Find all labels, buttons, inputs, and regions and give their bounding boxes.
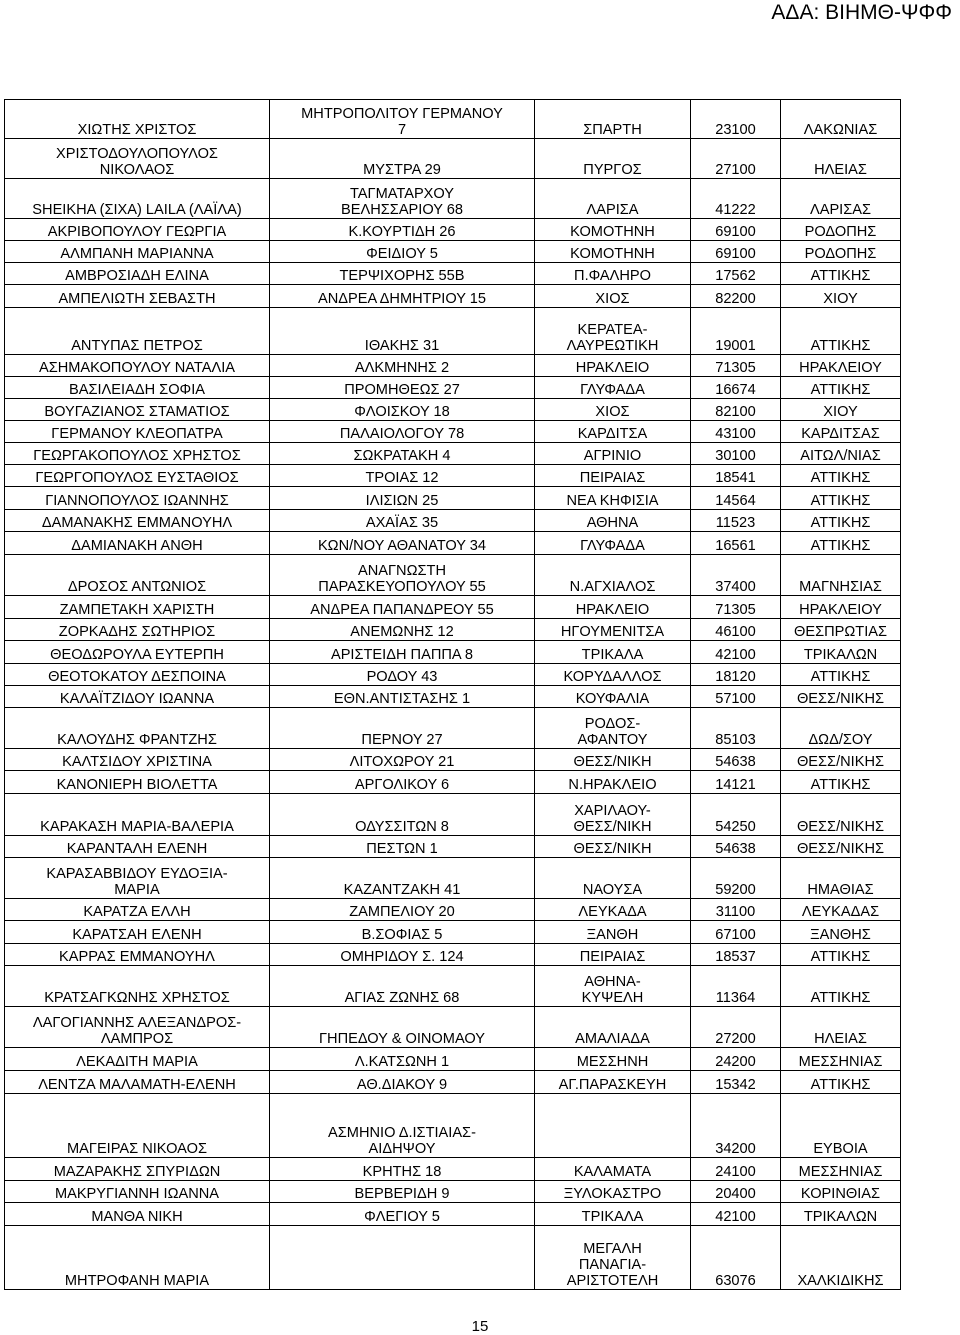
full-name-cell: ΜΑΝΘΑ ΝΙΚΗ xyxy=(5,1203,270,1226)
postal-code-cell: 14121 xyxy=(691,771,781,794)
postal-code-cell: 59200 xyxy=(691,858,781,899)
prefecture-cell: ΘΕΣΣ/ΝΙΚΗΣ xyxy=(781,686,901,708)
full-name-cell: ΛΑΓΟΓΙΑΝΝΗΣ ΑΛΕΞΑΝΔΡΟΣ- ΛΑΜΠΡΟΣ xyxy=(5,1007,270,1048)
prefecture-cell: ΤΡΙΚΑΛΩΝ xyxy=(781,641,901,664)
street-address-cell: ΑΝΔΡΕΑ ΔΗΜΗΤΡΙΟΥ 15 xyxy=(270,285,535,308)
city-cell: ΚΟΜΟΤΗΝΗ xyxy=(535,219,691,241)
table-row xyxy=(5,771,901,794)
city-cell: ΚΑΛΑΜΑΤΑ xyxy=(535,1158,691,1181)
postal-code-cell: 69100 xyxy=(691,241,781,263)
postal-code-cell: 54250 xyxy=(691,794,781,836)
postal-code-cell: 57100 xyxy=(691,686,781,708)
table-row xyxy=(5,1158,901,1181)
full-name-cell: ΖΟΡΚΑΔΗΣ ΣΩΤΗΡΙΟΣ xyxy=(5,619,270,641)
street-address-cell: ΒΕΡΒΕΡΙΔΗ 9 xyxy=(270,1181,535,1203)
prefecture-cell: ΜΕΣΣΗΝΙΑΣ xyxy=(781,1158,901,1181)
street-address-cell: ΑΘ.ΔΙΑΚΟΥ 9 xyxy=(270,1071,535,1094)
postal-code-cell: 54638 xyxy=(691,836,781,858)
street-address-cell: ΑΣΜΗΝΙΟ Δ.ΙΣΤΙΑΙΑΣ- ΑΙΔΗΨΟΥ xyxy=(270,1094,535,1158)
full-name-cell: ΚΑΛΤΣΙΔΟΥ ΧΡΙΣΤΙΝΑ xyxy=(5,749,270,771)
street-address-cell: ΑΡΙΣΤΕΙΔΗ ΠΑΠΠΑ 8 xyxy=(270,641,535,664)
prefecture-cell: ΑΤΤΙΚΗΣ xyxy=(781,510,901,532)
full-name-cell: ΔΑΜΙΑΝΑΚΗ ΑΝΘΗ xyxy=(5,532,270,555)
street-address-cell: ΠΑΛΑΙΟΛΟΓΟΥ 78 xyxy=(270,421,535,443)
postal-code-cell: 82100 xyxy=(691,399,781,421)
city-cell: ΘΕΣΣ/ΝΙΚΗ xyxy=(535,836,691,858)
city-cell: ΑΘΗΝΑ- ΚΥΨΕΛΗ xyxy=(535,966,691,1007)
postal-code-cell: 69100 xyxy=(691,219,781,241)
city-cell: ΣΠΑΡΤΗ xyxy=(535,100,691,139)
city-cell: ΚΕΡΑΤΕΑ- ΛΑΥΡΕΩΤΙΚΗ xyxy=(535,308,691,355)
full-name-cell: ΚΑΝΟΝΙΕΡΗ ΒΙΟΛΕΤΤΑ xyxy=(5,771,270,794)
full-name-cell: ΘΕΟΤΟΚΑΤΟΥ ΔΕΣΠΟΙΝΑ xyxy=(5,664,270,686)
full-name-cell: ΜΑΖΑΡΑΚΗΣ ΣΠΥΡΙΔΩΝ xyxy=(5,1158,270,1181)
prefecture-cell: ΧΑΛΚΙΔΙΚΗΣ xyxy=(781,1226,901,1290)
table-row xyxy=(5,355,901,377)
full-name-cell: ΖΑΜΠΕΤΑΚΗ ΧΑΡΙΣΤΗ xyxy=(5,596,270,619)
table-row xyxy=(5,921,901,944)
table-row xyxy=(5,686,901,708)
table-row xyxy=(5,487,901,510)
city-cell: ΡΟΔΟΣ- ΑΦΑΝΤΟΥ xyxy=(535,708,691,749)
city-cell: ΧΑΡΙΛΑΟΥ- ΘΕΣΣ/ΝΙΚΗ xyxy=(535,794,691,836)
city-cell: ΝΑΟΥΣΑ xyxy=(535,858,691,899)
table-row xyxy=(5,100,901,139)
full-name-cell: ΑΚΡΙΒΟΠΟΥΛΟΥ ΓΕΩΡΓΙΑ xyxy=(5,219,270,241)
city-cell xyxy=(535,1094,691,1158)
table-row xyxy=(5,966,901,1007)
table-row xyxy=(5,1007,901,1048)
prefecture-cell: ΔΩΔ/ΣΟΥ xyxy=(781,708,901,749)
full-name-cell: ΚΑΡΑΝΤΑΛΗ ΕΛΕΝΗ xyxy=(5,836,270,858)
table-row xyxy=(5,1071,901,1094)
table-row xyxy=(5,555,901,596)
prefecture-cell: ΑΤΤΙΚΗΣ xyxy=(781,966,901,1007)
city-cell: ΚΟΡΥΔΑΛΛΟΣ xyxy=(535,664,691,686)
table-row xyxy=(5,421,901,443)
postal-code-cell: 17562 xyxy=(691,263,781,285)
street-address-cell: ΑΓΙΑΣ ΖΩΝΗΣ 68 xyxy=(270,966,535,1007)
prefecture-cell: ΑΤΤΙΚΗΣ xyxy=(781,532,901,555)
full-name-cell: ΓΕΩΡΓΑΚΟΠΟΥΛΟΣ ΧΡΗΣΤΟΣ xyxy=(5,443,270,465)
city-cell: ΚΟΜΟΤΗΝΗ xyxy=(535,241,691,263)
table-row xyxy=(5,858,901,899)
city-cell: ΑΓΡΙΝΙΟ xyxy=(535,443,691,465)
street-address-cell: ΙΘΑΚΗΣ 31 xyxy=(270,308,535,355)
postal-code-cell: 19001 xyxy=(691,308,781,355)
street-address-cell: ΤΑΓΜΑΤΑΡΧΟΥ ΒΕΛΗΣΣΑΡΙΟΥ 68 xyxy=(270,179,535,219)
prefecture-cell: ΗΡΑΚΛΕΙΟΥ xyxy=(781,355,901,377)
city-cell: Ν.ΗΡΑΚΛΕΙΟ xyxy=(535,771,691,794)
postal-code-cell: 67100 xyxy=(691,921,781,944)
postal-code-cell: 24200 xyxy=(691,1048,781,1071)
street-address-cell xyxy=(270,1226,535,1290)
postal-code-cell: 82200 xyxy=(691,285,781,308)
postal-code-cell: 20400 xyxy=(691,1181,781,1203)
full-name-cell: ΧΙΩΤΗΣ ΧΡΙΣΤΟΣ xyxy=(5,100,270,139)
full-name-cell: ΔΑΜΑΝΑΚΗΣ ΕΜΜΑΝΟΥΗΛ xyxy=(5,510,270,532)
city-cell: ΑΓ.ΠΑΡΑΣΚΕΥΗ xyxy=(535,1071,691,1094)
prefecture-cell: ΗΜΑΘΙΑΣ xyxy=(781,858,901,899)
postal-code-cell: 43100 xyxy=(691,421,781,443)
postal-code-cell: 46100 xyxy=(691,619,781,641)
street-address-cell: ΑΛΚΜΗΝΗΣ 2 xyxy=(270,355,535,377)
prefecture-cell: ΑΤΤΙΚΗΣ xyxy=(781,664,901,686)
full-name-cell: ΚΑΡΑΤΖΑ ΕΛΛΗ xyxy=(5,899,270,921)
city-cell: ΜΕΓΑΛΗ ΠΑΝΑΓΙΑ- ΑΡΙΣΤΟΤΕΛΗ xyxy=(535,1226,691,1290)
table-row xyxy=(5,285,901,308)
address-table xyxy=(4,99,901,1290)
prefecture-cell: ΧΙΟΥ xyxy=(781,285,901,308)
postal-code-cell: 54638 xyxy=(691,749,781,771)
street-address-cell: ΓΗΠΕΔΟΥ & ΟΙΝΟΜΑΟΥ xyxy=(270,1007,535,1048)
street-address-cell: ΙΛΙΣΙΩΝ 25 xyxy=(270,487,535,510)
city-cell: ΤΡΙΚΑΛΑ xyxy=(535,641,691,664)
street-address-cell: ΡΟΔΟΥ 43 xyxy=(270,664,535,686)
postal-code-cell: 34200 xyxy=(691,1094,781,1158)
prefecture-cell: ΑΤΤΙΚΗΣ xyxy=(781,377,901,399)
street-address-cell: ΛΙΤΟΧΩΡΟΥ 21 xyxy=(270,749,535,771)
city-cell: ΑΜΑΛΙΑΔΑ xyxy=(535,1007,691,1048)
city-cell: ΤΡΙΚΑΛΑ xyxy=(535,1203,691,1226)
postal-code-cell: 63076 xyxy=(691,1226,781,1290)
table-row xyxy=(5,664,901,686)
city-cell: ΗΡΑΚΛΕΙΟ xyxy=(535,596,691,619)
full-name-cell: ΒΑΣΙΛΕΙΑΔΗ ΣΟΦΙΑ xyxy=(5,377,270,399)
postal-code-cell: 30100 xyxy=(691,443,781,465)
table-row xyxy=(5,794,901,836)
city-cell: ΜΕΣΣΗΝΗ xyxy=(535,1048,691,1071)
prefecture-cell: ΑΤΤΙΚΗΣ xyxy=(781,771,901,794)
table-row xyxy=(5,532,901,555)
full-name-cell: ΘΕΟΔΩΡΟΥΛΑ ΕΥΤΕΡΠΗ xyxy=(5,641,270,664)
full-name-cell: ΔΡΟΣΟΣ ΑΝΤΩΝΙΟΣ xyxy=(5,555,270,596)
street-address-cell: ΑΝΔΡΕΑ ΠΑΠΑΝΔΡΕΟΥ 55 xyxy=(270,596,535,619)
prefecture-cell: ΘΕΣΣ/ΝΙΚΗΣ xyxy=(781,836,901,858)
full-name-cell: ΚΡΑΤΣΑΓΚΩΝΗΣ ΧΡΗΣΤΟΣ xyxy=(5,966,270,1007)
table-row xyxy=(5,708,901,749)
prefecture-cell: ΑΤΤΙΚΗΣ xyxy=(781,308,901,355)
street-address-cell: ΟΜΗΡΙΔΟΥ Σ. 124 xyxy=(270,944,535,966)
street-address-cell: Κ.ΚΟΥΡΤΙΔΗ 26 xyxy=(270,219,535,241)
street-address-cell: ΦΛΟΙΣΚΟΥ 18 xyxy=(270,399,535,421)
document-header-ada: ΑΔΑ: ΒΙΗΜΘ-ΨΦΦ xyxy=(771,1,952,24)
city-cell: ΞΑΝΘΗ xyxy=(535,921,691,944)
postal-code-cell: 16674 xyxy=(691,377,781,399)
street-address-cell: ΣΩΚΡΑΤΑΚΗ 4 xyxy=(270,443,535,465)
postal-code-cell: 27200 xyxy=(691,1007,781,1048)
city-cell: ΓΛΥΦΑΔΑ xyxy=(535,377,691,399)
table-row xyxy=(5,596,901,619)
street-address-cell: ΑΧΑΪΑΣ 35 xyxy=(270,510,535,532)
full-name-cell: ΧΡΙΣΤΟΔΟΥΛΟΠΟΥΛΟΣ ΝΙΚΟΛΑΟΣ xyxy=(5,139,270,179)
city-cell: ΝΕΑ ΚΗΦΙΣΙΑ xyxy=(535,487,691,510)
street-address-cell: ΚΩΝ/ΝΟΥ ΑΘΑΝΑΤΟΥ 34 xyxy=(270,532,535,555)
postal-code-cell: 11523 xyxy=(691,510,781,532)
city-cell: ΑΘΗΝΑ xyxy=(535,510,691,532)
table-row xyxy=(5,465,901,487)
postal-code-cell: 18120 xyxy=(691,664,781,686)
postal-code-cell: 41222 xyxy=(691,179,781,219)
table-row xyxy=(5,263,901,285)
city-cell: Ν.ΑΓΧΙΑΛΟΣ xyxy=(535,555,691,596)
full-name-cell: ΚΑΡΑΣΑΒΒΙΔΟΥ ΕΥΔΟΞΙΑ- ΜΑΡΙΑ xyxy=(5,858,270,899)
prefecture-cell: ΤΡΙΚΑΛΩΝ xyxy=(781,1203,901,1226)
street-address-cell: Λ.ΚΑΤΣΩΝΗ 1 xyxy=(270,1048,535,1071)
table-row xyxy=(5,1048,901,1071)
postal-code-cell: 42100 xyxy=(691,1203,781,1226)
postal-code-cell: 18537 xyxy=(691,944,781,966)
postal-code-cell: 16561 xyxy=(691,532,781,555)
full-name-cell: ΚΑΡΑΚΑΣΗ ΜΑΡΙΑ-ΒΑΛΕΡΙΑ xyxy=(5,794,270,836)
street-address-cell: ΚΡΗΤΗΣ 18 xyxy=(270,1158,535,1181)
page-number: 15 xyxy=(471,1318,489,1335)
prefecture-cell: ΚΟΡΙΝΘΙΑΣ xyxy=(781,1181,901,1203)
prefecture-cell: ΑΙΤΩΛ/ΝΙΑΣ xyxy=(781,443,901,465)
street-address-cell: ΜΗΤΡΟΠΟΛΙΤΟΥ ΓΕΡΜΑΝΟΥ 7 xyxy=(270,100,535,139)
city-cell: ΞΥΛΟΚΑΣΤΡΟ xyxy=(535,1181,691,1203)
table-row xyxy=(5,619,901,641)
full-name-cell: ΑΛΜΠΑΝΗ ΜΑΡΙΑΝΝΑ xyxy=(5,241,270,263)
prefecture-cell: ΜΑΓΝΗΣΙΑΣ xyxy=(781,555,901,596)
prefecture-cell: ΗΛΕΙΑΣ xyxy=(781,1007,901,1048)
street-address-cell: ΠΕΡΝΟΥ 27 xyxy=(270,708,535,749)
prefecture-cell: ΞΑΝΘΗΣ xyxy=(781,921,901,944)
postal-code-cell: 23100 xyxy=(691,100,781,139)
postal-code-cell: 37400 xyxy=(691,555,781,596)
full-name-cell: SHEIKHA (ΣΙΧΑ) LAILA (ΛΑΪΛΑ) xyxy=(5,179,270,219)
full-name-cell: ΓΕΡΜΑΝΟΥ ΚΛΕΟΠΑΤΡΑ xyxy=(5,421,270,443)
city-cell: ΠΕΙΡΑΙΑΣ xyxy=(535,465,691,487)
city-cell: ΓΛΥΦΑΔΑ xyxy=(535,532,691,555)
prefecture-cell: ΛΕΥΚΑΔΑΣ xyxy=(781,899,901,921)
table-row xyxy=(5,443,901,465)
prefecture-cell: ΛΑΚΩΝΙΑΣ xyxy=(781,100,901,139)
street-address-cell: ΦΛΕΓΙΟΥ 5 xyxy=(270,1203,535,1226)
prefecture-cell: ΗΛΕΙΑΣ xyxy=(781,139,901,179)
street-address-cell: ΚΑΖΑΝΤΖΑΚΗ 41 xyxy=(270,858,535,899)
table-row xyxy=(5,219,901,241)
city-cell: ΗΓΟΥΜΕΝΙΤΣΑ xyxy=(535,619,691,641)
prefecture-cell: ΜΕΣΣΗΝΙΑΣ xyxy=(781,1048,901,1071)
prefecture-cell: ΧΙΟΥ xyxy=(781,399,901,421)
prefecture-cell: ΑΤΤΙΚΗΣ xyxy=(781,1071,901,1094)
street-address-cell: ΖΑΜΠΕΛΙΟΥ 20 xyxy=(270,899,535,921)
postal-code-cell: 24100 xyxy=(691,1158,781,1181)
street-address-cell: Β.ΣΟΦΙΑΣ 5 xyxy=(270,921,535,944)
prefecture-cell: ΘΕΣΣ/ΝΙΚΗΣ xyxy=(781,794,901,836)
prefecture-cell: ΛΑΡΙΣΑΣ xyxy=(781,179,901,219)
full-name-cell: ΚΑΡΡΑΣ ΕΜΜΑΝΟΥΗΛ xyxy=(5,944,270,966)
table-row xyxy=(5,749,901,771)
prefecture-cell: ΗΡΑΚΛΕΙΟΥ xyxy=(781,596,901,619)
street-address-cell: ΑΡΓΟΛΙΚΟΥ 6 xyxy=(270,771,535,794)
city-cell: ΘΕΣΣ/ΝΙΚΗ xyxy=(535,749,691,771)
city-cell: ΚΑΡΔΙΤΣΑ xyxy=(535,421,691,443)
prefecture-cell: ΑΤΤΙΚΗΣ xyxy=(781,465,901,487)
full-name-cell: ΜΑΓΕΙΡΑΣ ΝΙΚΟΑΟΣ xyxy=(5,1094,270,1158)
table-row xyxy=(5,1203,901,1226)
prefecture-cell: ΑΤΤΙΚΗΣ xyxy=(781,944,901,966)
street-address-cell: ΠΕΣΤΩΝ 1 xyxy=(270,836,535,858)
full-name-cell: ΚΑΡΑΤΣΑΗ ΕΛΕΝΗ xyxy=(5,921,270,944)
table-row xyxy=(5,944,901,966)
city-cell: ΛΕΥΚΑΔΑ xyxy=(535,899,691,921)
full-name-cell: ΛΕΝΤΖΑ ΜΑΛΑΜΑΤΗ-ΕΛΕΝΗ xyxy=(5,1071,270,1094)
postal-code-cell: 85103 xyxy=(691,708,781,749)
city-cell: ΠΥΡΓΟΣ xyxy=(535,139,691,179)
postal-code-cell: 71305 xyxy=(691,596,781,619)
table-row xyxy=(5,641,901,664)
street-address-cell: ΠΡΟΜΗΘΕΩΣ 27 xyxy=(270,377,535,399)
prefecture-cell: ΑΤΤΙΚΗΣ xyxy=(781,263,901,285)
prefecture-cell: ΘΕΣΣ/ΝΙΚΗΣ xyxy=(781,749,901,771)
full-name-cell: ΒΟΥΓΑΖΙΑΝΟΣ ΣΤΑΜΑΤΙΟΣ xyxy=(5,399,270,421)
table-row xyxy=(5,899,901,921)
city-cell: ΧΙΟΣ xyxy=(535,399,691,421)
street-address-cell: ΦΕΙΔΙΟΥ 5 xyxy=(270,241,535,263)
city-cell: ΠΕΙΡΑΙΑΣ xyxy=(535,944,691,966)
postal-code-cell: 71305 xyxy=(691,355,781,377)
full-name-cell: ΑΣΗΜΑΚΟΠΟΥΛΟΥ ΝΑΤΑΛΙΑ xyxy=(5,355,270,377)
full-name-cell: ΓΕΩΡΓΟΠΟΥΛΟΣ ΕΥΣΤΑΘΙΟΣ xyxy=(5,465,270,487)
street-address-cell: ΟΔΥΣΣΙΤΩΝ 8 xyxy=(270,794,535,836)
table-row xyxy=(5,139,901,179)
city-cell: ΗΡΑΚΛΕΙΟ xyxy=(535,355,691,377)
full-name-cell: ΓΙΑΝΝΟΠΟΥΛΟΣ ΙΩΑΝΝΗΣ xyxy=(5,487,270,510)
table-row xyxy=(5,1094,901,1158)
full-name-cell: ΜΗΤΡΟΦΑΝΗ ΜΑΡΙΑ xyxy=(5,1226,270,1290)
full-name-cell: ΑΝΤΥΠΑΣ ΠΕΤΡΟΣ xyxy=(5,308,270,355)
street-address-cell: ΑΝΑΓΝΩΣΤΗ ΠΑΡΑΣΚΕΥΟΠΟΥΛΟΥ 55 xyxy=(270,555,535,596)
street-address-cell: ΤΕΡΨΙΧΟΡΗΣ 55Β xyxy=(270,263,535,285)
postal-code-cell: 42100 xyxy=(691,641,781,664)
street-address-cell: ΑΝΕΜΩΝΗΣ 12 xyxy=(270,619,535,641)
street-address-cell: ΕΘΝ.ΑΝΤΙΣΤΑΣΗΣ 1 xyxy=(270,686,535,708)
full-name-cell: ΚΑΛΟΥΔΗΣ ΦΡΑΝΤΖΗΣ xyxy=(5,708,270,749)
street-address-cell: ΜΥΣΤΡΑ 29 xyxy=(270,139,535,179)
prefecture-cell: ΚΑΡΔΙΤΣΑΣ xyxy=(781,421,901,443)
city-cell: Π.ΦΑΛΗΡΟ xyxy=(535,263,691,285)
table-row xyxy=(5,241,901,263)
postal-code-cell: 27100 xyxy=(691,139,781,179)
prefecture-cell: ΡΟΔΟΠΗΣ xyxy=(781,241,901,263)
full-name-cell: ΛΕΚΑΔΙΤΗ ΜΑΡΙΑ xyxy=(5,1048,270,1071)
full-name-cell: ΜΑΚΡΥΓΙΑΝΝΗ ΙΩΑΝΝΑ xyxy=(5,1181,270,1203)
city-cell: ΧΙΟΣ xyxy=(535,285,691,308)
full-name-cell: ΑΜΠΕΛΙΩΤΗ ΣΕΒΑΣΤΗ xyxy=(5,285,270,308)
city-cell: ΚΟΥΦΑΛΙΑ xyxy=(535,686,691,708)
table-row xyxy=(5,510,901,532)
full-name-cell: ΑΜΒΡΟΣΙΑΔΗ ΕΛΙΝΑ xyxy=(5,263,270,285)
prefecture-cell: ΑΤΤΙΚΗΣ xyxy=(781,487,901,510)
postal-code-cell: 18541 xyxy=(691,465,781,487)
table-row xyxy=(5,836,901,858)
table-row xyxy=(5,1181,901,1203)
table-row xyxy=(5,308,901,355)
street-address-cell: ΤΡΟΙΑΣ 12 xyxy=(270,465,535,487)
table-row xyxy=(5,1226,901,1290)
postal-code-cell: 14564 xyxy=(691,487,781,510)
prefecture-cell: ΘΕΣΠΡΩΤΙΑΣ xyxy=(781,619,901,641)
table-row xyxy=(5,179,901,219)
postal-code-cell: 11364 xyxy=(691,966,781,1007)
table-row xyxy=(5,399,901,421)
postal-code-cell: 15342 xyxy=(691,1071,781,1094)
postal-code-cell: 31100 xyxy=(691,899,781,921)
prefecture-cell: ΕΥΒΟΙΑ xyxy=(781,1094,901,1158)
table-row xyxy=(5,377,901,399)
prefecture-cell: ΡΟΔΟΠΗΣ xyxy=(781,219,901,241)
city-cell: ΛΑΡΙΣΑ xyxy=(535,179,691,219)
full-name-cell: ΚΑΛΑΪΤΖΙΔΟΥ ΙΩΑΝΝΑ xyxy=(5,686,270,708)
